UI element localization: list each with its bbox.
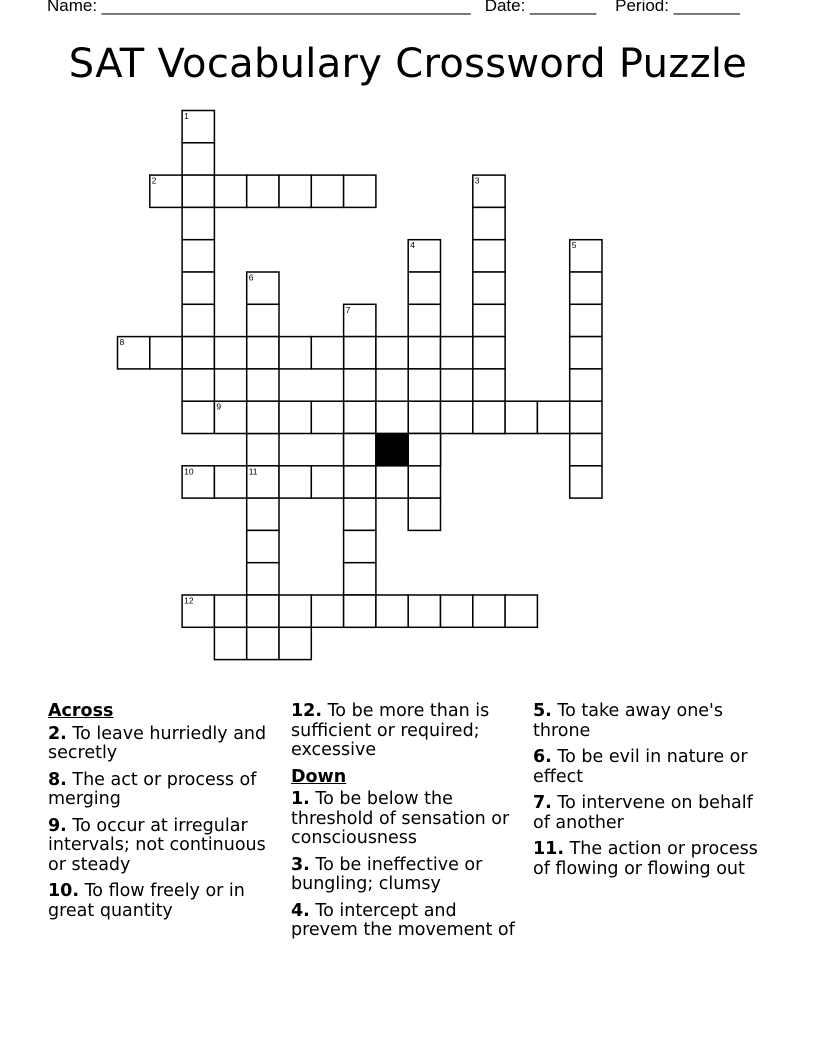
clue-number: 1. [291,789,310,809]
down-clue-4 [291,902,527,941]
grid-cell[interactable] [570,434,602,466]
clue-number-label: 1 [184,111,189,121]
grid-cell[interactable] [182,143,214,175]
grid-cell[interactable] [311,175,343,207]
grid-cell[interactable] [473,595,505,627]
grid-cell[interactable] [408,369,440,401]
across-clue-8 [48,771,280,810]
grid-cell[interactable] [344,498,376,530]
grid-cell[interactable] [214,175,246,207]
grid-cell[interactable] [279,401,311,433]
grid-cell[interactable] [570,369,602,401]
grid-cell[interactable] [344,466,376,498]
clue-number-label: 9 [216,401,222,412]
down-clue-1 [291,790,527,849]
grid-cell[interactable] [408,304,440,336]
clue-number: 10. [48,881,80,901]
grid-cell[interactable] [247,498,279,530]
grid-cell[interactable] [279,595,311,627]
clue-number-label: 7 [345,304,351,315]
clue-number-label: 10 [184,466,194,477]
grid-cell[interactable] [247,304,279,336]
across-clue-9 [48,817,280,876]
grid-cell[interactable] [441,595,473,627]
grid-cell[interactable] [473,369,505,401]
grid-cell[interactable] [408,401,440,433]
clue-number: 7. [533,793,552,813]
grid-cell[interactable] [376,337,408,369]
grid-cell[interactable] [505,401,537,433]
grid-cell[interactable] [247,563,279,595]
grid-cell[interactable] [505,595,537,627]
across-clue-2 [48,725,280,764]
grid-cell[interactable] [570,272,602,304]
black-cell [376,434,408,466]
clue-number: 6. [533,747,552,767]
down-clue-11 [533,840,773,879]
page-title: SAT Vocabulary Crossword Puzzle [68,41,748,87]
grid-cell[interactable] [182,401,214,433]
down-clue-7 [533,794,773,833]
grid-cell[interactable] [247,369,279,401]
clue-number-label: 3 [474,175,480,186]
clues-column-3 [533,702,773,886]
grid-cell[interactable] [279,337,311,369]
grid-cell[interactable] [311,466,343,498]
grid-cell[interactable] [311,595,343,627]
clue-number: 8. [48,769,67,790]
clue-number-label: 5 [571,240,577,251]
grid-cell[interactable] [376,595,408,627]
clues-column-2 [291,702,527,948]
clue-number-label: 8 [119,337,125,348]
clue-text: To be below the threshold of sensation or consciousness [291,789,510,848]
grid-cell[interactable] [344,175,376,207]
clue-number-label: 12 [184,595,194,606]
grid-cell[interactable] [376,401,408,433]
grid-cell[interactable] [247,434,279,466]
clue-number-label: 11 [248,466,258,477]
grid-cell[interactable] [182,175,214,207]
grid-cell[interactable] [214,337,246,369]
clue-number: 2. [48,723,67,744]
grid-cell[interactable] [344,401,376,433]
grid-cell[interactable] [279,466,311,498]
grid-cell[interactable] [311,337,343,369]
grid-cell[interactable] [570,466,602,498]
clue-text: To occur at irregular intervals; not continuous or steady [48,815,266,875]
clue-number-label: 4 [410,240,415,251]
clue-text: To be more than is sufficient or required; excessive [291,701,490,760]
across-heading: Across [48,701,114,721]
grid-cell[interactable] [247,337,279,369]
grid-cell[interactable] [570,337,602,369]
clue-number: 4. [291,900,310,921]
grid-cell[interactable] [473,337,505,369]
grid-cell[interactable] [247,401,279,433]
grid-cell[interactable] [247,175,279,207]
grid-cell[interactable] [344,369,376,401]
clue-number: 9. [48,815,67,836]
clue-text: To be ineffective or bungling; clumsy [291,854,483,894]
grid-cell[interactable] [376,466,408,498]
grid-cell[interactable] [441,401,473,433]
grid-cell[interactable] [182,272,214,304]
clue-number-label: 6 [248,272,254,283]
down-clue-6 [533,748,773,787]
grid-cell[interactable] [344,530,376,562]
grid-cell[interactable] [408,434,440,466]
clue-number: 5. [533,701,552,721]
grid-cell[interactable] [182,207,214,239]
grid-cell[interactable] [473,207,505,239]
clue-text: To leave hurriedly and secretly [48,723,267,763]
across-clue-10 [48,882,280,921]
grid-cell[interactable] [344,434,376,466]
down-clue-5 [533,702,773,741]
grid-cell[interactable] [279,175,311,207]
down-clue-3 [291,856,527,895]
grid-cell[interactable] [311,401,343,433]
grid-cell[interactable] [247,595,279,627]
clue-text: The action or process of flowing or flowing out [533,839,758,879]
clue-text: The act or process of merging [48,769,257,809]
clue-text: To flow freely or in great quantity [48,881,245,921]
grid-cell[interactable] [344,595,376,627]
clue-number-label: 2 [151,175,157,186]
grid-cell[interactable] [182,240,214,272]
grid-cell[interactable] [441,337,473,369]
grid-cell[interactable] [408,595,440,627]
grid-cell[interactable] [570,401,602,433]
grid-cell[interactable] [214,595,246,627]
grid-cell[interactable] [344,337,376,369]
grid-cell[interactable] [473,304,505,336]
grid-cell[interactable] [408,337,440,369]
grid-cell[interactable] [408,498,440,530]
grid-cell[interactable] [570,304,602,336]
grid-cell[interactable] [214,466,246,498]
grid-cell[interactable] [182,337,214,369]
grid-cell[interactable] [344,563,376,595]
clue-number: 11. [533,839,565,859]
grid-cell[interactable] [279,627,311,659]
grid-cell[interactable] [473,272,505,304]
grid-cell[interactable] [182,369,214,401]
down-heading: Down [291,766,347,787]
grid-cell[interactable] [473,240,505,272]
grid-cell[interactable] [247,627,279,659]
grid-cell[interactable] [408,466,440,498]
grid-cell[interactable] [182,304,214,336]
across-clue-12 [291,702,527,761]
grid-cell[interactable] [408,272,440,304]
clue-number: 3. [291,854,310,875]
clue-text: To be evil in nature or effect [533,747,748,787]
clue-text: To intercept and prevem the movement of [291,900,515,940]
clue-number: 12. [291,701,323,721]
grid-cell[interactable] [247,530,279,562]
grid-cell[interactable] [537,401,569,433]
name-date-period-line: Name: _______________________________________ Date: _______ Period: _______ [47,0,740,15]
clue-text: To take away one's throne [533,701,723,741]
grid-cell[interactable] [150,337,182,369]
grid-cell[interactable] [214,627,246,659]
clues-column-1 [48,702,280,928]
grid-cell[interactable] [473,401,505,433]
clue-text: To intervene on behalf of another [533,793,753,833]
